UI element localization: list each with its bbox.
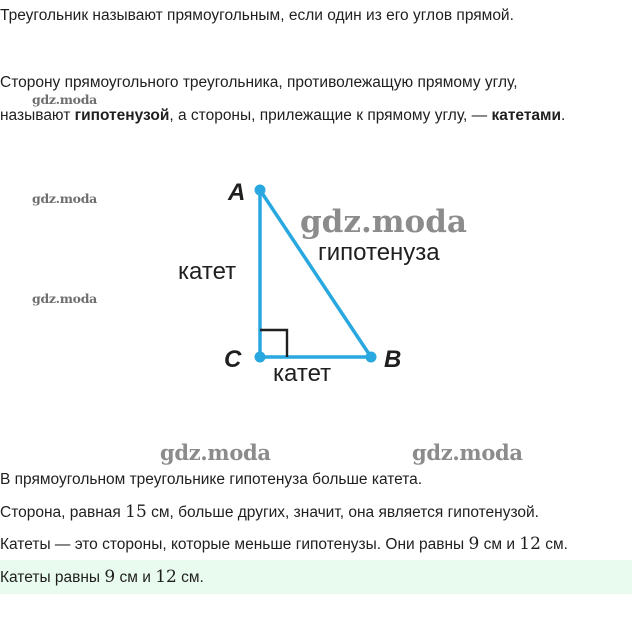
- vertex-c-label: C: [224, 346, 242, 373]
- number: 12: [155, 567, 177, 587]
- term-hypotenuse: гипотенузой: [74, 107, 170, 124]
- solution-line-2: [0, 502, 539, 523]
- definition-sentence-2-line-1: Сторону прямоугольного треугольника, противолежащую прямому углу,: [0, 74, 518, 91]
- label-leg-vertical: катет: [178, 258, 237, 285]
- watermark: gdz.moda: [32, 92, 97, 107]
- answer-part: см.: [176, 569, 204, 586]
- definition-text: называют: [0, 107, 75, 124]
- watermark: gdz.moda: [412, 440, 523, 465]
- vertex-b-point: [366, 352, 377, 363]
- label-leg-horizontal: катет: [273, 360, 332, 387]
- vertex-a-label: A: [228, 179, 246, 206]
- solution-text: Сторона, равная: [0, 504, 126, 521]
- number: 15: [125, 502, 147, 522]
- answer-part: Катеты равны: [0, 569, 105, 586]
- right-angle-mark: [260, 330, 287, 357]
- solution-text: Катеты — это стороны, которые меньше гипотенузы. Они равны: [0, 536, 469, 553]
- solution-text: см и: [479, 536, 520, 553]
- vertex-a-point: [255, 185, 266, 196]
- answer-text: [0, 567, 204, 588]
- number: 9: [104, 567, 116, 587]
- answer-part: см и: [115, 569, 156, 586]
- definition-sentence-1: Треугольник называют прямоугольным, если один из его углов прямой.: [0, 7, 514, 24]
- definition-text: , а стороны, прилежащие к прямому углу, —: [169, 107, 492, 124]
- solution-text: см, больше других, значит, она является гипотенузой.: [146, 504, 539, 521]
- number: 12: [519, 534, 541, 554]
- vertex-b-label: B: [384, 346, 402, 373]
- definition-text: .: [561, 107, 566, 124]
- watermark: gdz.moda: [160, 440, 271, 465]
- number: 9: [468, 534, 480, 554]
- vertex-c-point: [255, 352, 266, 363]
- watermark: gdz.moda: [32, 191, 97, 206]
- term-legs: катетами: [491, 107, 562, 124]
- watermark: gdz.moda: [300, 204, 467, 240]
- solution-line-1: В прямоугольном треугольнике гипотенуза больше катета.: [0, 471, 423, 488]
- watermark: gdz.moda: [32, 291, 97, 306]
- answer-box: [0, 560, 632, 594]
- solution-text: см.: [540, 536, 568, 553]
- label-hypotenuse: гипотенуза: [318, 239, 440, 266]
- solution-line-3: [0, 534, 568, 555]
